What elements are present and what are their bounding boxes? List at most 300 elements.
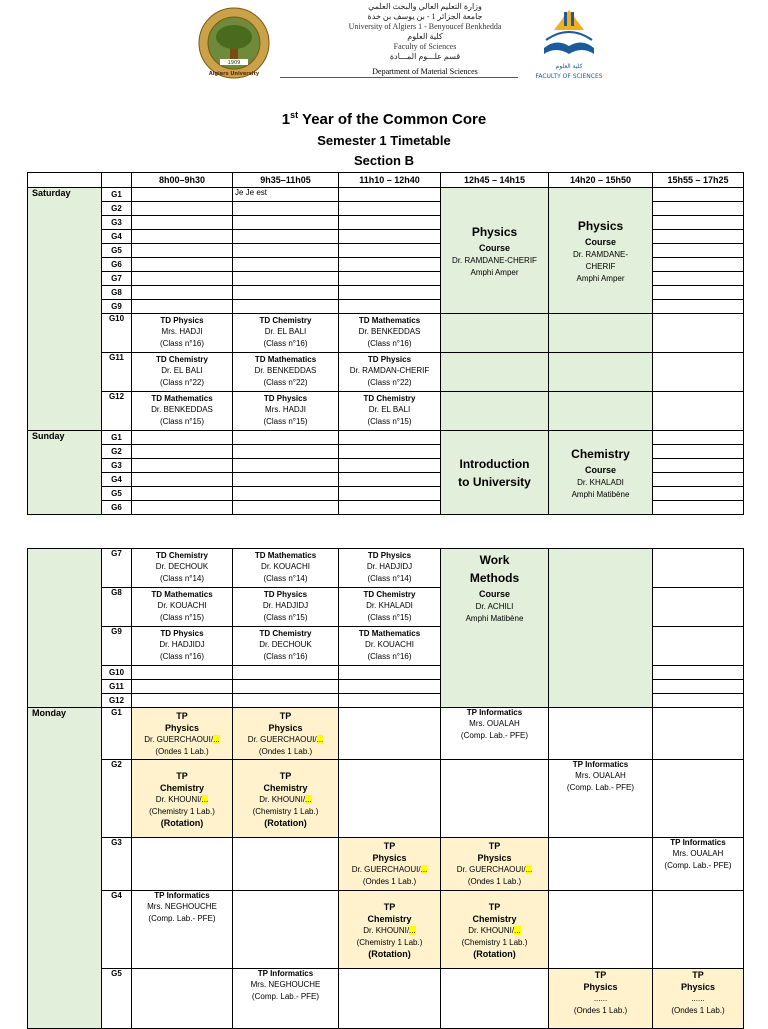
tp-room: (Chemistry 1 Lab.) xyxy=(149,806,215,816)
empty-cell xyxy=(339,244,441,258)
td-session xyxy=(233,588,339,627)
empty-cell xyxy=(339,501,441,515)
empty-cell xyxy=(653,272,744,286)
arabic-ministry: وزارة التعليم العالي والبحث العلمي xyxy=(368,2,482,11)
tp-prof: Mrs. OUALAH xyxy=(469,719,520,728)
td-prof: Dr. KOUACHI xyxy=(365,640,414,649)
slot-header: 8h00–9h30 xyxy=(132,173,233,188)
empty-cell xyxy=(132,188,233,202)
tp-room: (Ondes 1 Lab.) xyxy=(573,1006,628,1015)
tp-prof-name: Dr. GUERCHAOUI/ xyxy=(456,865,526,874)
empty-cell xyxy=(549,838,653,891)
empty-cell xyxy=(132,230,233,244)
empty-cell xyxy=(653,353,744,392)
td-room: (Class n°15) xyxy=(367,417,412,426)
day-label-saturday: Saturday xyxy=(28,188,102,431)
empty-cell xyxy=(339,680,441,694)
empty-cell xyxy=(233,272,339,286)
td-title: TD Physics xyxy=(367,551,412,560)
group-label: G5 xyxy=(102,244,132,258)
empty-cell xyxy=(653,891,744,969)
empty-cell xyxy=(233,838,339,891)
empty-cell xyxy=(233,258,339,272)
timetable-part-2 xyxy=(27,548,744,1029)
td-room: (Class n°15) xyxy=(263,417,308,426)
empty-cell xyxy=(339,694,441,708)
tp-prof xyxy=(339,925,440,937)
td-session xyxy=(132,588,233,627)
group-label: G9 xyxy=(102,300,132,314)
empty-cell xyxy=(653,708,744,760)
note-cell: Je Je est xyxy=(233,188,339,202)
course-title: Physics xyxy=(471,224,518,239)
td-session xyxy=(132,392,233,431)
title-ordinal: 1 xyxy=(281,111,291,128)
tp-prof-name: Dr. GUERCHAOUI/ xyxy=(144,734,214,744)
empty-cell xyxy=(339,258,441,272)
td-room: (Class n°15) xyxy=(367,613,412,622)
course-kind: Course xyxy=(584,236,616,247)
tp-prof-name: Dr. KHOUNI/ xyxy=(363,925,410,935)
corner-cell xyxy=(28,173,102,188)
empty-cell xyxy=(233,431,339,445)
tp-prof xyxy=(132,734,232,746)
empty-cell xyxy=(233,680,339,694)
empty-cell xyxy=(132,666,233,680)
tp-label: TP xyxy=(279,710,292,721)
course-prof: Dr. RAMDANE-CHERIF xyxy=(452,255,537,265)
td-title: TD Physics xyxy=(263,590,308,599)
empty-cell xyxy=(233,473,339,487)
td-session xyxy=(132,549,233,588)
group-label: G5 xyxy=(102,969,132,1029)
tp-rotation: (Rotation) xyxy=(473,948,516,959)
empty-cell xyxy=(339,216,441,230)
table-row xyxy=(28,188,744,202)
document-header xyxy=(0,0,768,92)
empty-cell xyxy=(653,760,744,838)
tp-room: (Comp. Lab.- PFE) xyxy=(460,731,529,740)
title-ordinal-suffix: st xyxy=(290,110,299,120)
td-room: (Class n°22) xyxy=(367,378,412,387)
td-title: TD Physics xyxy=(367,355,412,364)
course-continued xyxy=(441,314,549,353)
course-prof: CHERIF xyxy=(585,261,616,271)
td-room: (Class n°14) xyxy=(159,574,205,583)
empty-cell xyxy=(653,286,744,300)
empty-cell xyxy=(653,487,744,501)
course-continued xyxy=(549,314,653,353)
course-prof: Dr. RAMDANE- xyxy=(572,249,629,259)
tp-subject: Physics xyxy=(583,982,618,992)
tp-label: TP xyxy=(383,901,396,912)
course-title: to University xyxy=(458,474,531,489)
td-title: TD Chemistry xyxy=(259,629,312,638)
tp-rotation: (Rotation) xyxy=(160,817,204,828)
header-row xyxy=(28,173,744,188)
tp-prof: Mrs. NEGHOUCHE xyxy=(250,980,321,989)
empty-cell xyxy=(233,300,339,314)
empty-cell xyxy=(653,431,744,445)
tp-prof xyxy=(441,925,548,937)
title-year xyxy=(0,104,768,131)
tp-informatics-session xyxy=(653,838,744,891)
td-prof: Dr. HADJIDJ xyxy=(262,601,309,610)
empty-cell xyxy=(233,487,339,501)
td-prof: Dr. BENKEDDAS xyxy=(254,366,317,375)
tp-prof-name: Dr. KHOUNI/ xyxy=(155,794,202,804)
td-title: TD Mathematics xyxy=(254,355,317,364)
tp-subject: Chemistry xyxy=(263,782,308,793)
tp-prof: Mrs. OUALAH xyxy=(575,771,626,780)
empty-cell xyxy=(653,230,744,244)
tp-physics-session xyxy=(653,969,744,1029)
td-room: (Class n°14) xyxy=(263,574,308,583)
group-label: G4 xyxy=(102,473,132,487)
tp-room: (Comp. Lab.- PFE) xyxy=(148,914,216,923)
tp-prof-ellipsis: ... xyxy=(316,734,324,744)
td-session xyxy=(339,314,441,353)
tp-room: (Ondes 1 Lab.) xyxy=(671,1006,725,1015)
empty-cell xyxy=(132,272,233,286)
td-room: (Class n°16) xyxy=(367,339,412,348)
empty-cell xyxy=(653,588,744,627)
empty-cell xyxy=(653,202,744,216)
td-title: TD Mathematics xyxy=(358,629,421,638)
course-kind: Course xyxy=(478,242,510,253)
slot-header: 11h10 – 12h40 xyxy=(339,173,441,188)
td-room: (Class n°22) xyxy=(159,378,205,387)
empty-cell xyxy=(339,230,441,244)
empty-cell xyxy=(233,694,339,708)
tp-room: (Chemistry 1 Lab.) xyxy=(356,937,423,947)
course-intro-university xyxy=(441,431,549,515)
tp-room: (Chemistry 1 Lab.) xyxy=(252,806,319,816)
tp-label: TP xyxy=(176,710,188,721)
td-session xyxy=(233,549,339,588)
tp-subject: TP Informatics xyxy=(466,708,523,717)
document-titles xyxy=(0,104,768,171)
empty-green-cell xyxy=(549,549,653,708)
empty-cell xyxy=(549,708,653,760)
empty-cell xyxy=(653,666,744,680)
empty-cell xyxy=(132,216,233,230)
timetable-part-1 xyxy=(27,172,744,515)
empty-cell xyxy=(653,300,744,314)
slot-header: 14h20 – 15h50 xyxy=(549,173,653,188)
tp-chemistry-session xyxy=(233,760,339,838)
empty-cell xyxy=(441,969,549,1029)
tp-prof-name: Dr. KHOUNI/ xyxy=(259,794,306,804)
tp-prof xyxy=(233,794,338,806)
group-label: G11 xyxy=(102,353,132,392)
td-prof: Dr. HADJIDJ xyxy=(366,562,413,571)
title-semester: Semester 1 Timetable xyxy=(317,133,451,148)
day-label-sunday: Sunday xyxy=(28,431,102,515)
course-room: Amphi Amper xyxy=(470,267,519,277)
empty-cell xyxy=(132,680,233,694)
td-title: TD Chemistry xyxy=(363,394,416,403)
group-label: G7 xyxy=(102,272,132,286)
tp-prof-name: Dr. KHOUNI/ xyxy=(468,925,515,935)
tp-subject: Chemistry xyxy=(367,913,412,924)
empty-cell xyxy=(233,286,339,300)
td-room: (Class n°16) xyxy=(367,652,412,661)
tp-informatics-session xyxy=(233,969,339,1029)
td-prof: Dr. KHALADI xyxy=(366,601,413,610)
tp-subject: Physics xyxy=(268,722,303,733)
tp-prof-name: Dr. GUERCHAOUI/ xyxy=(247,734,317,744)
td-prof: Dr. RAMDAN-CHERIF xyxy=(349,366,430,375)
tp-label: TP xyxy=(488,901,501,912)
tp-subject: TP Informatics xyxy=(257,969,314,978)
tp-informatics-session xyxy=(132,891,233,969)
tp-prof-ellipsis: ... xyxy=(201,794,209,804)
tp-room: (Ondes 1 Lab.) xyxy=(362,877,417,886)
empty-cell xyxy=(339,286,441,300)
group-label: G4 xyxy=(102,891,132,969)
faculty-name: Faculty of Sciences xyxy=(393,42,457,51)
tp-chemistry-session xyxy=(132,760,233,838)
td-session xyxy=(132,627,233,666)
tp-prof: Mrs. NEGHOUCHE xyxy=(147,902,217,911)
td-prof: Dr. BENKEDDAS xyxy=(151,405,213,414)
arabic-department: قسم علـــوم المـــادة xyxy=(389,52,461,61)
empty-cell xyxy=(233,202,339,216)
td-title: TD Chemistry xyxy=(155,551,208,560)
empty-cell xyxy=(653,445,744,459)
group-label: G8 xyxy=(102,286,132,300)
empty-cell xyxy=(339,708,441,760)
faculty-logo-arabic: كلية العلوم xyxy=(555,63,583,70)
tp-prof-ellipsis: ... xyxy=(514,925,521,935)
course-room: Amphi Matibène xyxy=(571,489,630,499)
td-title: TD Chemistry xyxy=(259,316,312,325)
slot-header: 9h35–11h05 xyxy=(233,173,339,188)
td-session xyxy=(339,627,441,666)
tp-prof-name: Dr. GUERCHAOUI/ xyxy=(351,865,421,874)
tp-prof xyxy=(339,864,440,876)
empty-cell xyxy=(233,666,339,680)
course-kind: Course xyxy=(478,589,510,599)
empty-cell xyxy=(132,445,233,459)
td-title: TD Mathematics xyxy=(254,551,317,560)
table-row xyxy=(28,549,744,588)
tp-subject: TP Informatics xyxy=(572,760,629,769)
group-label: G10 xyxy=(102,314,132,353)
td-room: (Class n°15) xyxy=(159,417,205,426)
table-row xyxy=(28,314,744,353)
empty-cell xyxy=(132,286,233,300)
tp-room: (Ondes 1 Lab.) xyxy=(258,746,313,756)
group-header xyxy=(102,173,132,188)
empty-cell xyxy=(339,445,441,459)
td-session xyxy=(233,353,339,392)
td-session xyxy=(132,353,233,392)
tp-room: (Ondes 1 Lab.) xyxy=(467,877,522,886)
empty-cell xyxy=(132,487,233,501)
empty-cell xyxy=(653,392,744,431)
table-row xyxy=(28,760,744,838)
tp-label: TP xyxy=(279,770,292,781)
empty-cell xyxy=(132,969,233,1029)
empty-cell xyxy=(233,891,339,969)
empty-cell xyxy=(441,760,549,838)
tp-physics-session xyxy=(441,838,549,891)
course-continued xyxy=(441,392,549,431)
td-prof: Mrs. HADJI xyxy=(265,405,306,414)
td-prof: Dr. DECHOUK xyxy=(259,640,312,649)
td-session xyxy=(233,627,339,666)
td-session xyxy=(132,314,233,353)
arabic-faculty: كلية العلوم xyxy=(407,32,443,41)
tp-prof xyxy=(132,794,232,806)
empty-cell xyxy=(339,202,441,216)
course-title: Work xyxy=(479,553,510,567)
empty-cell xyxy=(653,314,744,353)
td-title: TD Mathematics xyxy=(151,394,213,403)
tp-room: (Comp. Lab.- PFE) xyxy=(251,992,320,1001)
tp-subject: Physics xyxy=(680,982,716,992)
tp-subject: TP Informatics xyxy=(154,891,210,900)
empty-cell xyxy=(653,627,744,666)
group-label: G3 xyxy=(102,838,132,891)
faculty-logo xyxy=(524,4,614,84)
empty-cell xyxy=(233,501,339,515)
course-chemistry xyxy=(549,431,653,515)
empty-cell xyxy=(233,230,339,244)
td-room: (Class n°14) xyxy=(367,574,412,583)
group-label: G9 xyxy=(102,627,132,666)
day-continued-sunday xyxy=(28,549,102,708)
empty-cell xyxy=(549,891,653,969)
table-row xyxy=(28,708,744,760)
td-session xyxy=(339,353,441,392)
course-title: Chemistry xyxy=(571,446,630,461)
td-prof: Dr. EL BALI xyxy=(368,405,411,414)
td-title: TD Mathematics xyxy=(151,590,213,599)
table-row xyxy=(28,838,744,891)
td-room: (Class n°16) xyxy=(159,652,205,661)
td-prof: Dr. KOUACHI xyxy=(261,562,310,571)
tp-chemistry-session xyxy=(339,891,441,969)
empty-cell xyxy=(339,431,441,445)
tp-physics-session xyxy=(549,969,653,1029)
course-physics-2 xyxy=(549,188,653,314)
td-title: TD Chemistry xyxy=(363,590,416,599)
tp-prof-ellipsis: ... xyxy=(213,734,220,744)
title-rest: Year of the Common Core xyxy=(298,111,487,128)
group-label: G12 xyxy=(102,694,132,708)
group-label: G12 xyxy=(102,392,132,431)
empty-cell xyxy=(653,694,744,708)
tp-prof xyxy=(441,864,548,876)
slot-header: 15h55 – 17h25 xyxy=(653,173,744,188)
tp-prof: ...... xyxy=(691,994,705,1003)
course-physics-1 xyxy=(441,188,549,314)
course-prof: Dr. KHALADI xyxy=(577,477,624,487)
tp-subject: Chemistry xyxy=(159,782,204,793)
course-work-methods xyxy=(441,549,549,708)
course-continued xyxy=(549,392,653,431)
group-label: G7 xyxy=(102,549,132,588)
td-prof: Dr. KOUACHI xyxy=(157,601,207,610)
tp-chemistry-session xyxy=(441,891,549,969)
tp-informatics-session xyxy=(441,708,549,760)
tp-label: TP xyxy=(692,970,704,980)
empty-cell xyxy=(132,473,233,487)
course-continued xyxy=(549,353,653,392)
empty-cell xyxy=(233,445,339,459)
td-title: TD Physics xyxy=(160,629,204,638)
tp-room: (Comp. Lab.- PFE) xyxy=(664,861,732,870)
empty-cell xyxy=(339,272,441,286)
tp-subject: Physics xyxy=(477,853,512,863)
td-session xyxy=(339,549,441,588)
td-title: TD Mathematics xyxy=(358,316,421,325)
empty-cell xyxy=(339,487,441,501)
tp-physics-session xyxy=(132,708,233,760)
td-room: (Class n°16) xyxy=(159,339,205,348)
empty-cell xyxy=(132,459,233,473)
course-kind: Course xyxy=(584,464,616,475)
tp-room: (Chemistry 1 Lab.) xyxy=(461,937,528,947)
group-label: G4 xyxy=(102,230,132,244)
empty-cell xyxy=(653,216,744,230)
empty-cell xyxy=(339,969,441,1029)
group-label: G1 xyxy=(102,431,132,445)
td-prof: Mrs. HADJI xyxy=(161,327,203,336)
header-institution xyxy=(300,2,550,62)
table-row xyxy=(28,891,744,969)
td-title: TD Chemistry xyxy=(155,355,208,364)
empty-cell xyxy=(132,694,233,708)
empty-cell xyxy=(132,431,233,445)
table-row xyxy=(28,392,744,431)
empty-cell xyxy=(653,680,744,694)
group-label: G2 xyxy=(102,760,132,838)
td-session xyxy=(339,588,441,627)
tp-informatics-session xyxy=(549,760,653,838)
title-section: Section B xyxy=(354,153,414,168)
td-room: (Class n°15) xyxy=(159,613,205,622)
tp-subject: TP Informatics xyxy=(670,838,726,847)
tp-prof-ellipsis: ... xyxy=(305,794,312,804)
seal-year: 1909 xyxy=(227,60,241,66)
tp-prof: ...... xyxy=(593,994,608,1003)
group-label: G5 xyxy=(102,487,132,501)
td-prof: Dr. HADJIDJ xyxy=(159,640,205,649)
course-prof: Dr. ACHILI xyxy=(475,602,514,611)
empty-cell xyxy=(339,760,441,838)
group-label: G6 xyxy=(102,258,132,272)
tp-prof-ellipsis: ... xyxy=(420,865,428,874)
empty-cell xyxy=(132,244,233,258)
empty-cell xyxy=(339,188,441,202)
slot-header: 12h45 – 14h15 xyxy=(441,173,549,188)
table-row xyxy=(28,969,744,1029)
group-label: G2 xyxy=(102,202,132,216)
empty-cell xyxy=(233,216,339,230)
course-title: Physics xyxy=(577,218,624,233)
td-room: (Class n°16) xyxy=(263,339,308,348)
tp-prof: Mrs. OUALAH xyxy=(672,849,724,858)
faculty-logo-text: FACULTY OF SCIENCES xyxy=(535,73,603,80)
group-label: G2 xyxy=(102,445,132,459)
td-session xyxy=(233,392,339,431)
empty-cell xyxy=(132,838,233,891)
group-label: G3 xyxy=(102,459,132,473)
